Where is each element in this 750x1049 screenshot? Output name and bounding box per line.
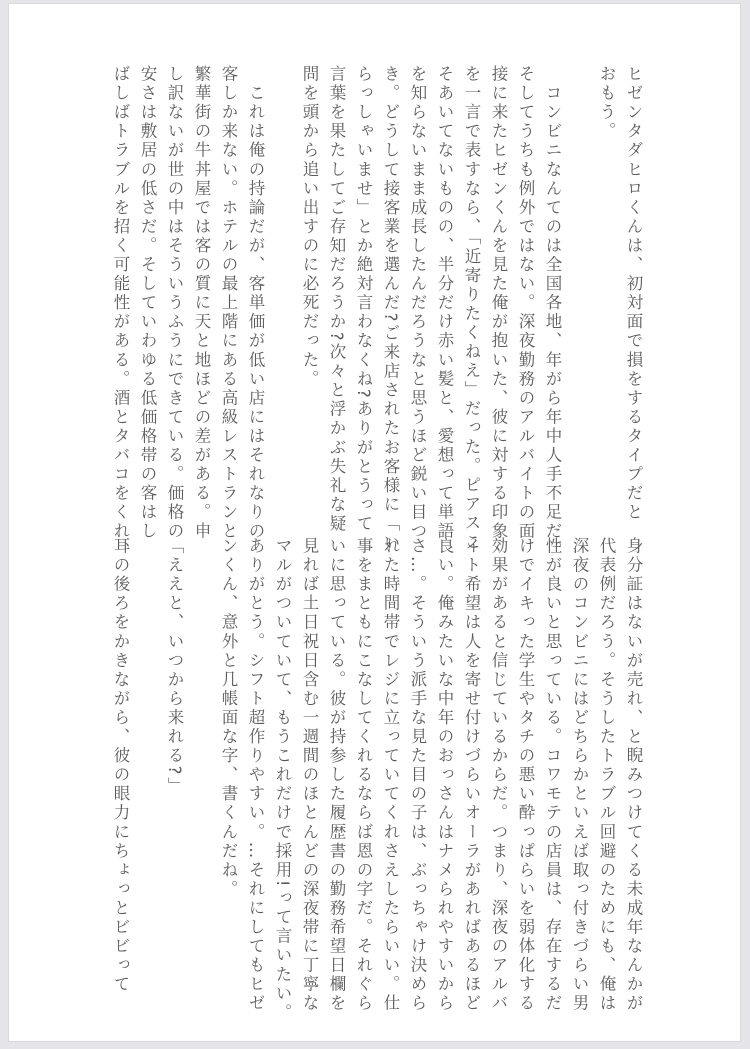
text-column: 接に来たヒゼンくんを見た俺が抱いた、彼に対する印象 xyxy=(489,65,508,542)
text-column: いに思っている。彼が持参した履歴書の勤務希望日欄を xyxy=(327,537,346,1014)
text-column: おもう。 xyxy=(597,65,616,142)
text-column: 効果があると信じているからだ。つまり、深夜のアルバ xyxy=(489,537,508,1014)
text-column: 耳の後ろをかきながら、彼の眼力にちょっとビビって xyxy=(111,537,130,995)
text-column: 客しか来ない。ホテルの最上階にある高級レストランと xyxy=(219,65,238,542)
text-column: し訳ないが世の中はそういうふうにできている。価格の xyxy=(165,65,184,542)
text-column: き。どうして接客業を選んだ?ご来店されたお客様に「い xyxy=(381,65,400,553)
text-column: 代表例だろう。そうしたトラブル回避のためにも、俺は xyxy=(597,537,616,1014)
text-column: ヒゼンタダヒロくんは、初対面で損をするタイプだと xyxy=(624,65,643,523)
text-column: れた時間帯でレジに立っていてくれさえしたらいい。仕 xyxy=(381,537,400,1014)
text-column: コンビニなんてのは全国各地、年がら年中人手不足だ。 xyxy=(543,65,562,561)
text-column: 問を頭から追い出すのに必死だった。 xyxy=(300,65,319,389)
text-column: イト希望は人を寄せ付けづらいオーラがあればあるほど xyxy=(462,537,481,1014)
text-column: 良い。俺みたいな中年のおっさんはナメられやすいから xyxy=(435,537,454,1014)
text-column: そしてうちも例外ではない。深夜勤務のアルバイトの面 xyxy=(516,65,535,542)
text-column: これは俺の持論だが、客単価が低い店にはそれなりの xyxy=(246,65,265,542)
text-column: 身分証はないが売れ、と睨みつけてくる未成年なんかが xyxy=(624,537,643,1014)
text-column: 「ええと、いつから来れる?」 xyxy=(165,537,184,796)
text-column: さ…。そういう派手な見た目の子は、ぶっちゃけ決めら xyxy=(408,537,427,1014)
text-column: 事をまともにこなしてくれるならば恩の字だ。それぐら xyxy=(354,537,373,1014)
text-column: 見れば土日祝日含む一週間のほとんどの深夜帯に丁寧な xyxy=(300,537,319,1014)
text-column: そあいてないものの、半分だけ赤い髪と、愛想って単語 xyxy=(435,65,454,542)
text-column: を知らないまま成長したんだろうなと思うほど鋭い目つ xyxy=(408,65,427,542)
text-column: けでイキった学生やタチの悪い酔っぱらいを弱体化する xyxy=(516,537,535,1014)
text-column: ばしばトラブルを招く可能性がある。酒とタバコをくれ、 xyxy=(111,65,130,561)
text-column: を一言で表すなら、「近寄りたくねえ」だった。ピアスこ xyxy=(462,65,481,553)
text-column: 深夜のコンビニにはどちらかといえば取っ付きづらい男 xyxy=(570,537,589,1014)
text-column: ンくん、意外と几帳面な字、書くんだね。 xyxy=(219,537,238,899)
document-page xyxy=(8,3,741,1042)
text-column: 繁華街の牛丼屋では客の質に天と地ほどの差がある。申 xyxy=(192,65,211,542)
text-column: 言葉を果たしてご存知だろうか?次々と浮かぶ失礼な疑 xyxy=(327,65,346,534)
text-column: 安さは敷居の低さだ。そしていわゆる低価格帯の客はし xyxy=(138,65,157,542)
text-column: マルがついていて、もうこれだけで採用!って言いたい。 xyxy=(273,537,292,1023)
text-column: ありがとう。シフト超作りやすい。…それにしてもヒゼ xyxy=(246,537,265,1014)
text-column: らっしゃいませ」とか絶対言わなくね?ありがとうって xyxy=(354,65,373,534)
text-column: 性が良いと思っている。コワモテの店員は、存在するだ xyxy=(543,537,562,1014)
